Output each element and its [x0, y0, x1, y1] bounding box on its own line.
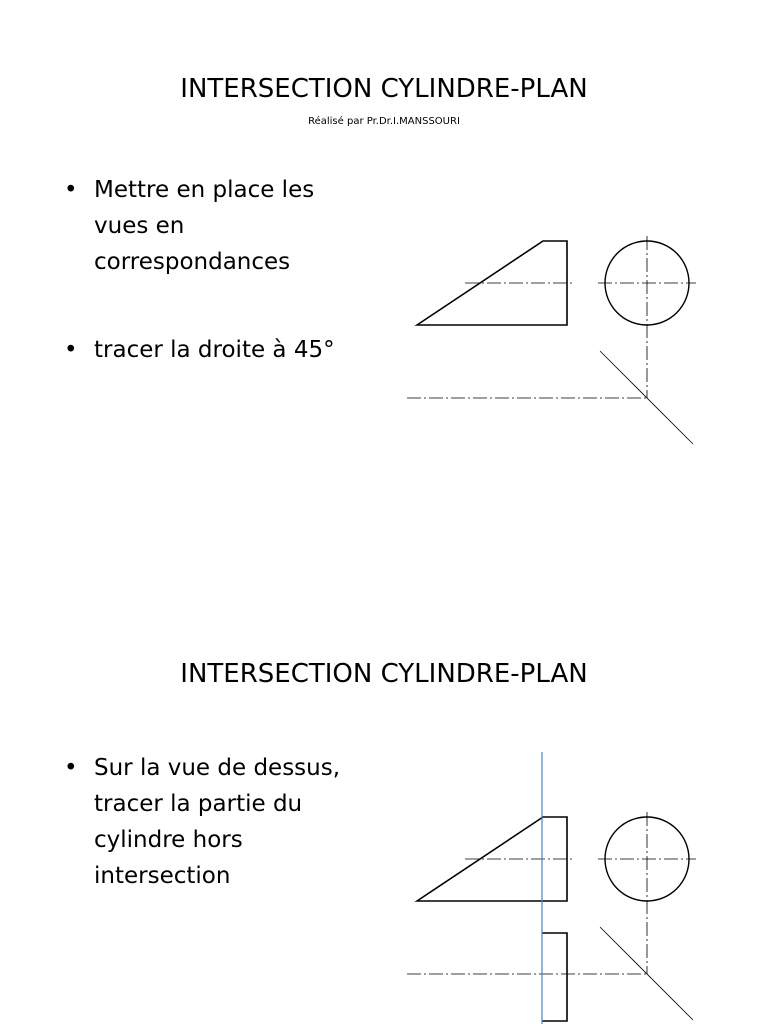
- bullet-icon: •: [64, 755, 78, 781]
- slide-2: [0, 512, 768, 1024]
- bullet-text: Sur la vue de dessus, tracer la partie du cylindre hors intersection: [94, 755, 341, 889]
- slide-2-title: INTERSECTION CYLINDRE-PLAN: [180, 659, 588, 689]
- slide-1-subtitle: Réalisé par Pr.Dr.I.MANSSOURI: [308, 116, 460, 127]
- bullet-icon: •: [64, 177, 78, 203]
- bullet-text: tracer la droite à 45°: [94, 337, 335, 363]
- bullet-text: Mettre en place les vues en correspondances: [94, 177, 315, 275]
- diagonal-45-line: [600, 351, 693, 444]
- bullet-icon: •: [64, 337, 78, 363]
- slide-1-title: INTERSECTION CYLINDRE-PLAN: [180, 74, 588, 104]
- cylinder-outline-outside-intersection: [542, 933, 567, 1021]
- slide-2-technical-drawing: [0, 512, 768, 1024]
- diagonal-45-line: [600, 927, 693, 1020]
